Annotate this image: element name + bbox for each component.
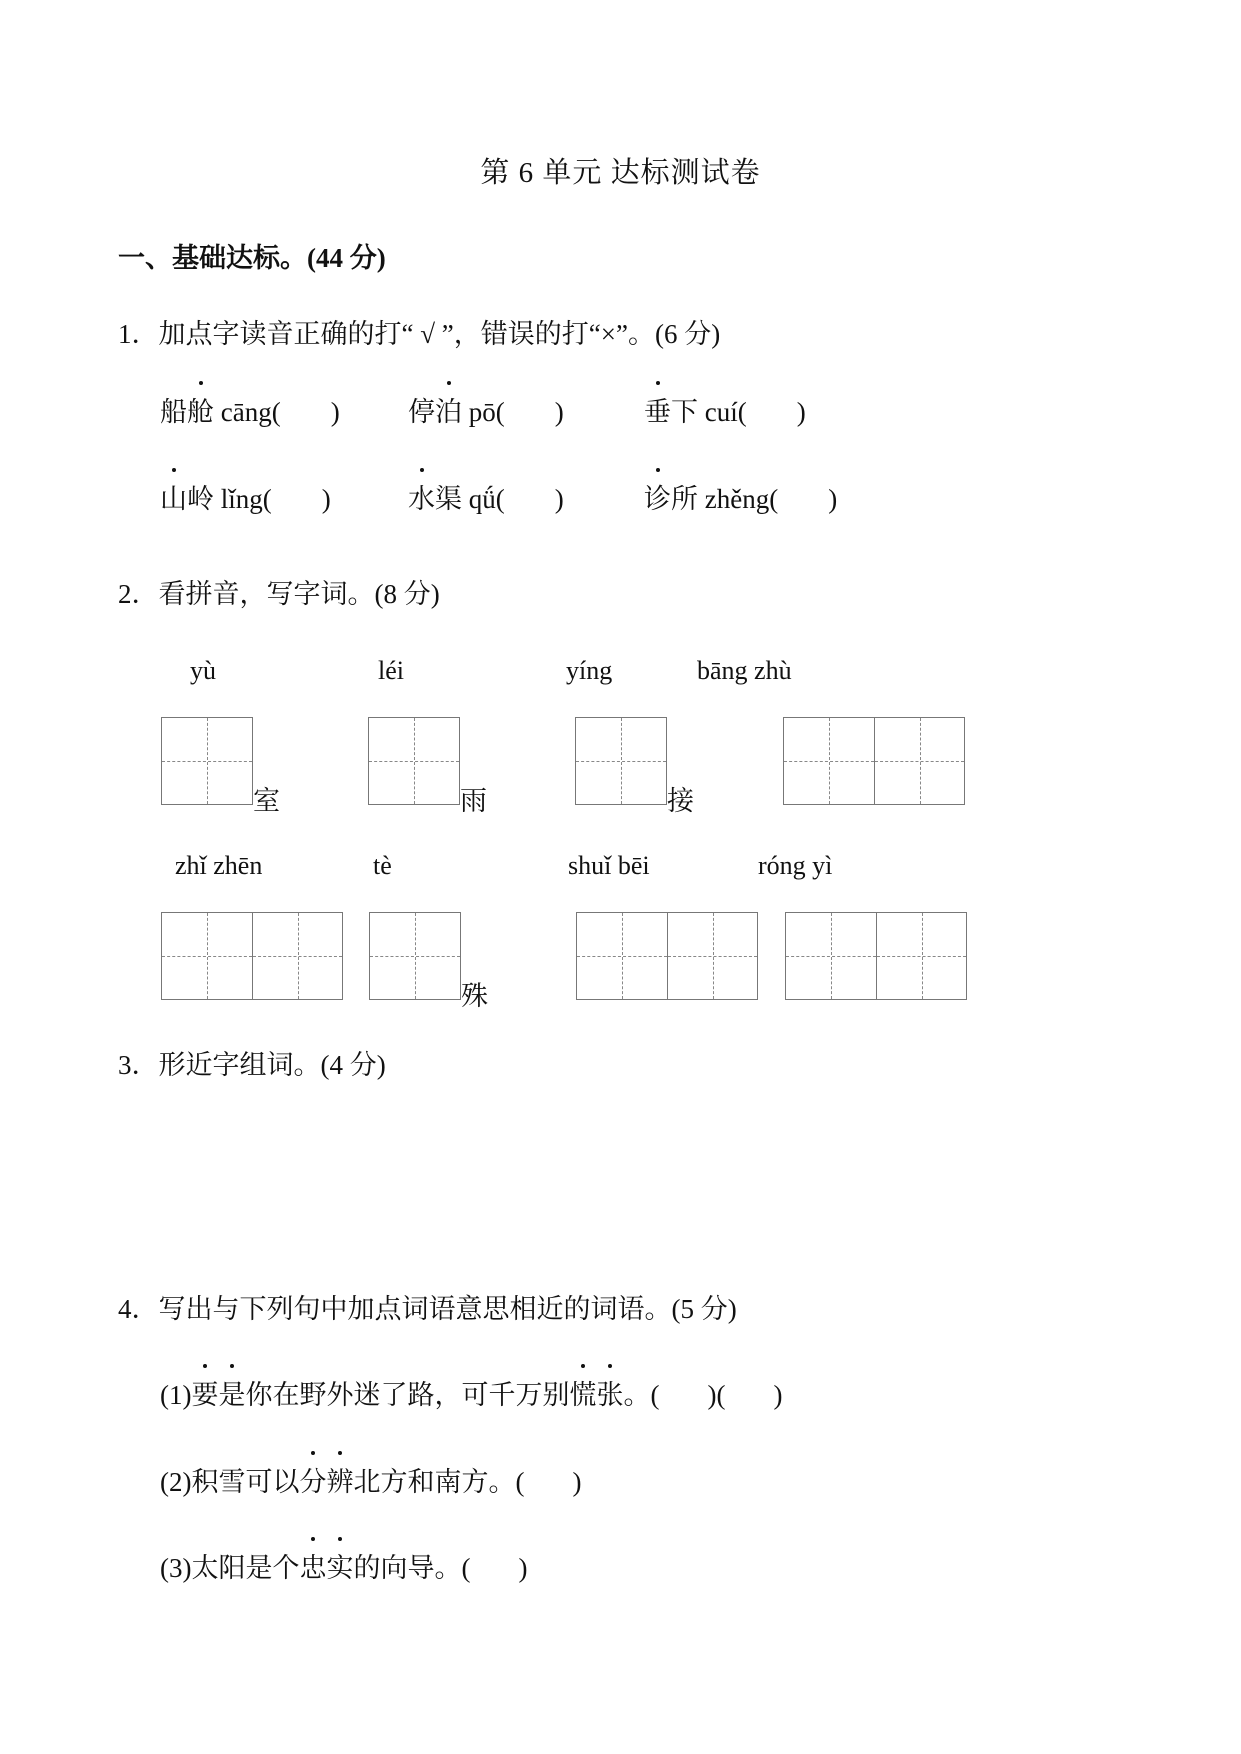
question-2-prompt: 2．看拼音，写字词。(8 分) bbox=[118, 579, 440, 609]
dotted-char: 泊 bbox=[435, 390, 462, 429]
dotted-char: 舱 bbox=[187, 390, 214, 429]
question-4-prompt: 4．写出与下列句中加点词语意思相近的词语。(5 分) bbox=[118, 1294, 737, 1324]
dotted-char: 水 bbox=[408, 477, 435, 516]
dotted-char: 垂 bbox=[644, 390, 671, 429]
pinyin-label: zhǐ zhēn bbox=[175, 851, 263, 880]
suffix-char: 雨 bbox=[460, 786, 487, 816]
section-heading: 一、基础达标。(44 分) bbox=[118, 243, 386, 273]
writing-box[interactable] bbox=[576, 912, 758, 1000]
pinyin-label: shuǐ bēi bbox=[568, 851, 650, 880]
question-1-prompt: 1．加点字读音正确的打“ √ ”，错误的打“×”。(6 分) bbox=[118, 319, 721, 349]
q4-sentence-1: (1)要是你在野外迷了路，可千万别慌张。( )( ) bbox=[160, 1373, 782, 1412]
writing-box[interactable] bbox=[161, 717, 253, 805]
q1-item-3: 垂下 cuí( ) bbox=[644, 390, 806, 429]
writing-box[interactable] bbox=[368, 717, 460, 805]
dotted-char: 山 bbox=[160, 477, 187, 516]
q1-item-1: 船舱 cāng( ) bbox=[160, 390, 340, 429]
writing-box[interactable] bbox=[783, 717, 965, 805]
q1-item-2: 停泊 pō( ) bbox=[408, 390, 564, 429]
question-3-prompt: 3．形近字组词。(4 分) bbox=[118, 1050, 386, 1080]
q4-sentence-2: (2)积雪可以分辨北方和南方。( ) bbox=[160, 1460, 581, 1499]
suffix-char: 室 bbox=[253, 786, 280, 816]
q1-item-4: 山岭 lǐng( ) bbox=[160, 477, 331, 516]
pinyin-label: róng yì bbox=[758, 851, 833, 880]
q4-sentence-3: (3)太阳是个忠实的向导。( ) bbox=[160, 1546, 527, 1585]
pinyin-label: léi bbox=[378, 656, 404, 685]
q1-item-5: 水渠 qǘ( ) bbox=[408, 477, 564, 516]
suffix-char: 殊 bbox=[461, 981, 488, 1011]
page-title: 第 6 单元 达标测试卷 bbox=[480, 157, 761, 189]
suffix-char: 接 bbox=[667, 786, 694, 816]
writing-box[interactable] bbox=[369, 912, 461, 1000]
writing-box[interactable] bbox=[161, 912, 343, 1000]
pinyin-label: tè bbox=[373, 851, 392, 880]
pinyin-label: bāng zhù bbox=[697, 656, 792, 685]
writing-box[interactable] bbox=[785, 912, 967, 1000]
pinyin-label: yíng bbox=[566, 656, 613, 685]
dotted-char: 诊 bbox=[644, 477, 671, 516]
q1-item-6: 诊所 zhěng( ) bbox=[644, 477, 837, 516]
pinyin-label: yù bbox=[190, 656, 216, 685]
writing-box[interactable] bbox=[575, 717, 667, 805]
